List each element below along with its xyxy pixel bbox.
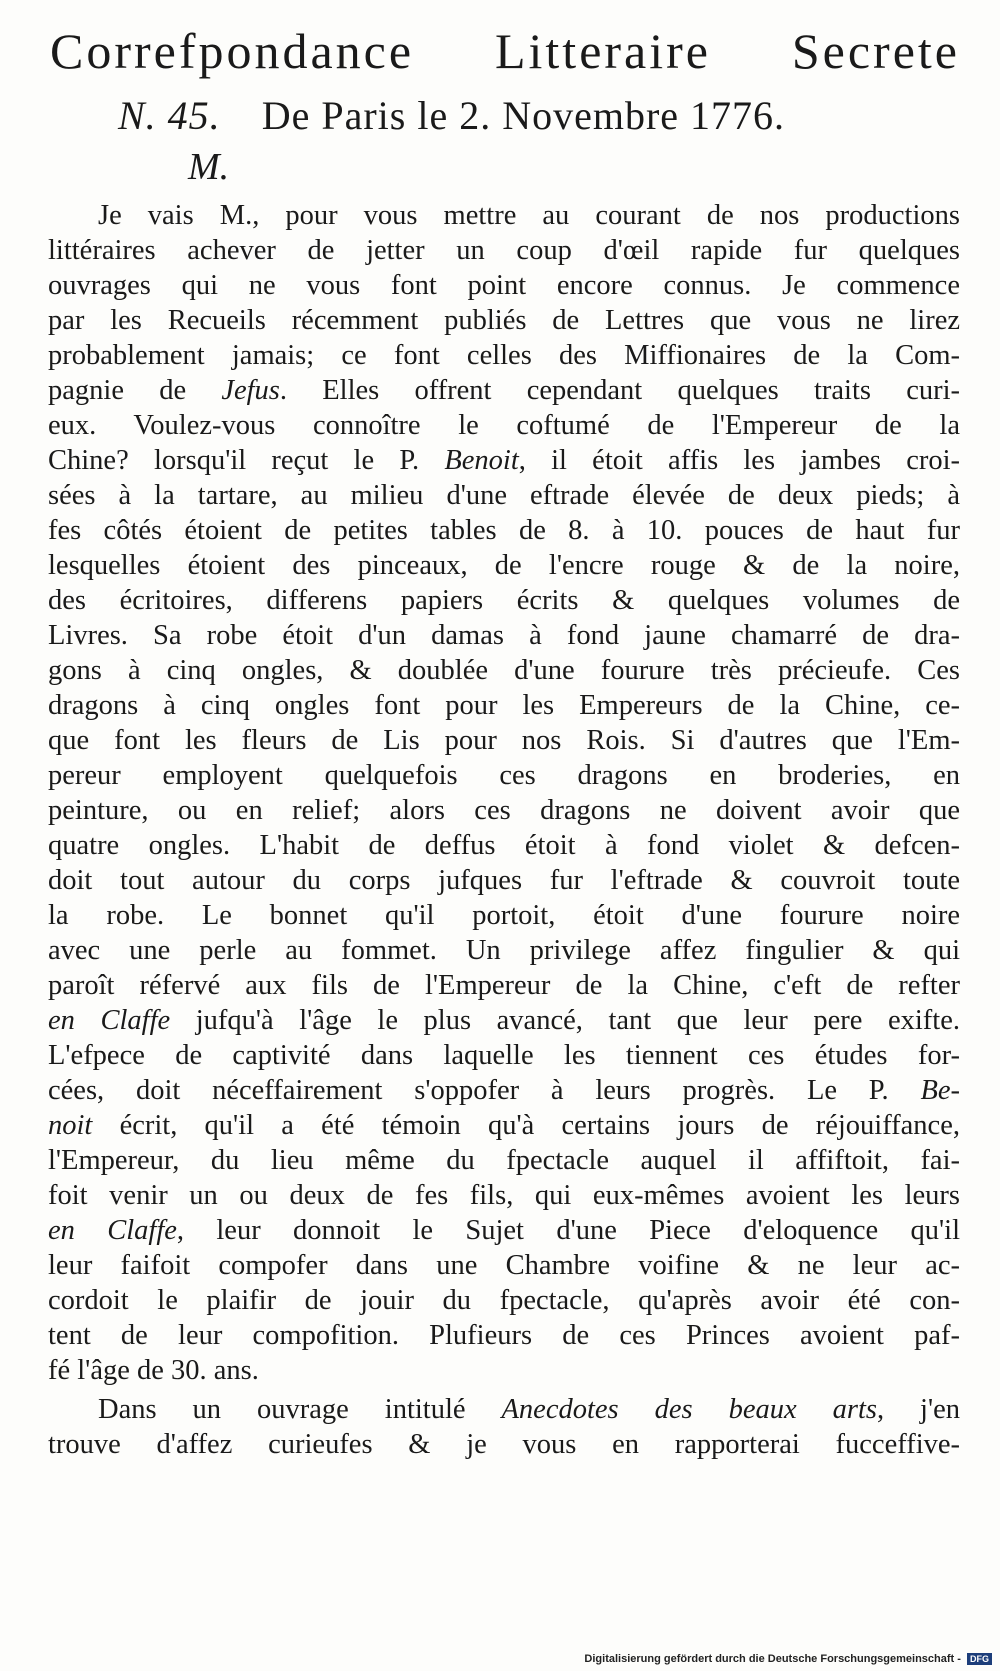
text-line	[48, 828, 960, 863]
text-run: paroît réfervé aux fils de l'Empereur de la Chine, c'eft de refter	[48, 970, 960, 1001]
paragraph-1	[48, 198, 960, 1388]
place-date: De Paris le 2. Novembre 1776.	[261, 93, 786, 138]
text-run: gons à cinq ongles, & doublée d'une fourure très précieufe. Ces	[48, 655, 960, 686]
text-run: eux. Voulez-vous connoître le coftumé de l'Empereur de la	[48, 410, 960, 441]
text-line	[48, 1248, 960, 1283]
text-run: Chine? lorsqu'il reçut le P.	[48, 445, 445, 476]
text-line	[48, 688, 960, 723]
text-line	[48, 1003, 960, 1038]
text-run: pagnie de	[48, 375, 222, 406]
text-run: L'efpece de captivité dans laquelle les tiennent ces études for-	[48, 1040, 960, 1071]
text-run: , il étoit affis les jambes croi-	[518, 445, 960, 476]
credit-text: Digitalisierung gefördert durch die Deutsche Forschungsgemeinschaft -	[584, 1652, 961, 1665]
text-line	[48, 863, 960, 898]
text-line	[48, 1108, 960, 1143]
text-line	[48, 1038, 960, 1073]
text-line	[48, 338, 960, 373]
text-line	[48, 1213, 960, 1248]
text-run: probablement jamais; ce font celles des Miffionaires de la Com-	[48, 340, 960, 371]
digitization-credit	[584, 1653, 992, 1665]
letter-body	[48, 198, 960, 1462]
text-run: fes côtés étoient de petites tables de 8. à 10. pouces de haut fur	[48, 515, 960, 546]
text-run: Livres. Sa robe étoit d'un damas à fond jaune chamarré de dra-	[48, 620, 960, 651]
text-run: l'Empereur, du lieu même du fpectacle auquel il affiftoit, fai-	[48, 1145, 960, 1176]
text-run: littéraires achever de jetter un coup d'œil rapide fur quelques	[48, 235, 960, 266]
text-run: quatre ongles. L'habit de deffus étoit à fond violet & defcen-	[48, 830, 960, 861]
dateline	[118, 92, 918, 139]
text-line	[48, 618, 960, 653]
text-line	[48, 303, 960, 338]
text-line	[48, 1353, 960, 1388]
text-run: jufqu'à l'âge le plus avancé, tant que leur pere exifte.	[170, 1005, 960, 1036]
italic-run: Anecdotes des beaux arts	[501, 1394, 877, 1425]
text-line	[48, 268, 960, 303]
text-line	[48, 933, 960, 968]
italic-run: Benoit	[444, 445, 519, 476]
italic-run: noit	[48, 1110, 93, 1141]
text-line	[48, 198, 960, 233]
text-run: sées à la tartare, au milieu d'une eftrade élevée de deux pieds; à	[48, 480, 960, 511]
text-run: doit tout autour du corps jufques fur l'eftrade & couvroit toute	[48, 865, 960, 896]
text-line	[48, 1283, 960, 1318]
text-line	[48, 793, 960, 828]
text-line	[48, 1392, 960, 1427]
text-line	[48, 968, 960, 1003]
page-title: Correfpondance Litteraire Secrete	[50, 23, 960, 79]
text-line	[48, 1143, 960, 1178]
text-line	[48, 1427, 960, 1462]
text-line	[48, 1178, 960, 1213]
italic-run: en Claffe	[48, 1005, 171, 1036]
text-run: trouve d'affez curieufes & je vous en rapporterai fucceffive-	[48, 1429, 960, 1460]
text-line	[48, 758, 960, 793]
italic-run: Be-	[920, 1075, 960, 1106]
text-run: lesquelles étoient des pinceaux, de l'encre rouge & de la noire,	[48, 550, 960, 581]
text-run: que font les fleurs de Lis pour nos Rois. Si d'autres que l'Em-	[48, 725, 960, 756]
text-run: leur faifoit compofer dans une Chambre voifine & ne leur ac-	[48, 1250, 960, 1281]
text-line	[48, 898, 960, 933]
text-line	[48, 653, 960, 688]
text-run: des écritoires, differens papiers écrits & quelques volumes de	[48, 585, 960, 616]
text-run: foit venir un ou deux de fes fils, qui eux-mêmes avoient les leurs	[48, 1180, 960, 1211]
text-run: . Elles offrent cependant quelques traits curi-	[279, 375, 960, 406]
text-run: , j'en	[876, 1394, 961, 1425]
text-run: cordoit le plaifir de jouir du fpectacle, qu'après avoir été con-	[48, 1285, 960, 1316]
text-run: Je vais M., pour vous mettre au courant de nos productions	[98, 200, 960, 231]
dfg-logo: DFG	[967, 1653, 992, 1665]
italic-run: Jefus	[221, 375, 280, 406]
text-run: écrit, qu'il a été témoin qu'à certains jours de réjouiffance,	[92, 1110, 960, 1141]
text-run: la robe. Le bonnet qu'il portoit, étoit d'une fourure noire	[48, 900, 960, 931]
text-run: peinture, ou en relief; alors ces dragons ne doivent avoir que	[48, 795, 960, 826]
text-run: Dans un ouvrage intitulé	[98, 1394, 502, 1425]
text-run: , leur donnoit le Sujet d'une Piece d'eloquence qu'il	[176, 1215, 960, 1246]
text-line	[48, 408, 960, 443]
text-line	[48, 443, 960, 478]
text-line	[48, 233, 960, 268]
text-run: pereur employent quelquefois ces dragons en broderies, en	[48, 760, 960, 791]
text-line	[48, 1318, 960, 1353]
text-run: par les Recueils récemment publiés de Lettres que vous ne lirez	[48, 305, 960, 336]
text-line	[48, 723, 960, 758]
italic-run: en Claffe	[48, 1215, 177, 1246]
paragraph-2	[48, 1392, 960, 1462]
text-line	[48, 478, 960, 513]
salutation: M.	[188, 146, 230, 188]
text-line	[48, 583, 960, 618]
text-run: tent de leur compofition. Plufieurs de ces Princes avoient paf-	[48, 1320, 960, 1351]
text-line	[48, 373, 960, 408]
text-run: fé l'âge de 30. ans.	[48, 1355, 259, 1386]
text-run: cées, doit néceffairement s'oppofer à leurs progrès. Le P.	[48, 1075, 921, 1106]
text-run: ouvrages qui ne vous font point encore connus. Je commence	[48, 270, 960, 301]
text-run: avec une perle au fommet. Un privilege affez fingulier & qui	[48, 935, 960, 966]
text-run: dragons à cinq ongles font pour les Empereurs de la Chine, ce-	[48, 690, 960, 721]
text-line	[48, 1073, 960, 1108]
text-line	[48, 548, 960, 583]
text-line	[48, 513, 960, 548]
issue-number: N. 45.	[118, 93, 221, 138]
